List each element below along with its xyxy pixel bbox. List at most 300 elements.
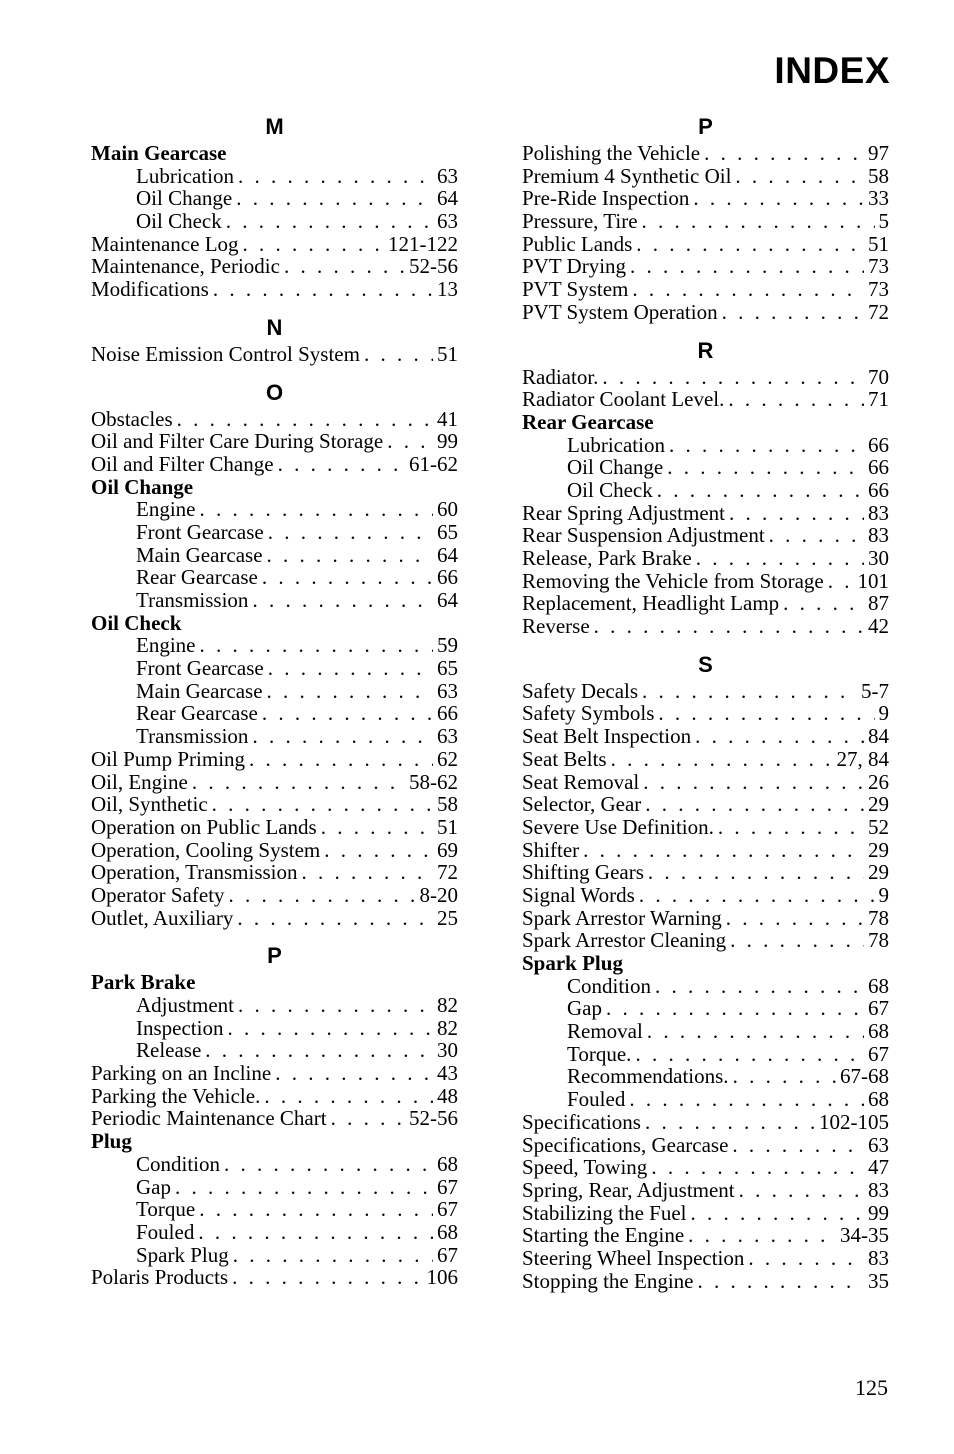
- entry-page: 68: [868, 1087, 889, 1112]
- dot-leader: [611, 748, 833, 771]
- entry-page: 70: [868, 364, 889, 389]
- dot-leader: [696, 547, 864, 570]
- section-letter: P: [698, 114, 713, 139]
- dot-leader: [264, 1085, 433, 1108]
- index-entry: [522, 233, 889, 256]
- entry-page: 78: [868, 905, 889, 930]
- entry-term: Noise Emission Control System: [91, 341, 360, 366]
- index-entry: [91, 884, 458, 907]
- dot-leader: [252, 725, 433, 748]
- entry-page: 58: [437, 792, 458, 817]
- index-subentry: [91, 1176, 458, 1199]
- dot-leader: [267, 544, 433, 567]
- dot-leader: [739, 1179, 864, 1202]
- dot-leader: [783, 592, 864, 615]
- section-letter: M: [265, 114, 284, 139]
- dot-leader: [237, 907, 433, 930]
- index-entry: [91, 839, 458, 862]
- entry-page: 66: [868, 477, 889, 502]
- dot-leader: [583, 839, 864, 862]
- entry-term: Shifter: [522, 837, 580, 862]
- dot-leader: [647, 1020, 864, 1043]
- index-subentry: [91, 680, 458, 703]
- entry-page: 82: [437, 993, 458, 1017]
- index-entry: [522, 570, 889, 593]
- entry-page: 58-62: [409, 769, 458, 794]
- dot-leader: [722, 301, 864, 324]
- index-subentry: [91, 566, 458, 589]
- entry-term: Rear Spring Adjustment: [522, 500, 725, 525]
- entry-term: Operation, Cooling System: [91, 837, 321, 862]
- dot-leader: [278, 453, 405, 476]
- entry-term: Lubrication: [136, 163, 234, 188]
- entry-page: 34-35: [840, 1223, 889, 1248]
- index-heading: Oil Change: [91, 474, 194, 499]
- entry-page: 67: [868, 1041, 889, 1066]
- entry-term: Main Gearcase: [136, 678, 263, 703]
- index-entry: [522, 165, 889, 188]
- entry-page: 83: [868, 523, 889, 548]
- dot-leader: [262, 566, 433, 589]
- dot-leader: [726, 907, 864, 930]
- entry-page: 13: [437, 277, 458, 302]
- dot-leader: [236, 187, 433, 210]
- entry-page: 62: [437, 746, 458, 771]
- index-entry: [522, 1134, 889, 1157]
- entry-page: 66: [868, 432, 889, 457]
- entry-term: Torque.: [567, 1041, 632, 1066]
- index-subentry: [91, 634, 458, 657]
- dot-leader: [658, 702, 874, 725]
- entry-page: 27, 84: [836, 746, 889, 771]
- entry-term: Operator Safety: [91, 882, 225, 907]
- dot-leader: [645, 793, 864, 816]
- index-heading: Main Gearcase: [91, 141, 227, 165]
- entry-page: 29: [868, 792, 889, 817]
- entry-term: Modifications: [91, 277, 209, 302]
- index-subentry: [91, 702, 458, 725]
- entry-term: Condition: [136, 1151, 221, 1176]
- entry-term: Transmission: [136, 588, 249, 612]
- dot-leader: [226, 210, 433, 233]
- section-letter: S: [698, 651, 713, 677]
- entry-page: 41: [437, 406, 458, 431]
- dot-leader: [728, 388, 864, 411]
- index-subentry: [522, 975, 889, 998]
- dot-leader: [224, 1153, 433, 1176]
- dot-leader: [648, 861, 864, 884]
- index-subentry: [91, 521, 458, 544]
- entry-term: Operation on Public Lands: [91, 814, 317, 839]
- entry-term: Gap: [567, 996, 602, 1021]
- entry-term: Condition: [567, 973, 652, 998]
- entry-term: Radiator.: [522, 364, 599, 389]
- entry-term: Pre-Ride Inspection: [522, 186, 690, 211]
- entry-page: 73: [868, 277, 889, 302]
- dot-leader: [635, 1043, 864, 1066]
- entry-page: 43: [437, 1061, 458, 1086]
- entry-page: 63: [437, 209, 458, 234]
- entry-term: Radiator Coolant Level.: [522, 387, 725, 412]
- entry-term: Specifications, Gearcase: [522, 1132, 729, 1157]
- entry-page: 52: [868, 814, 889, 839]
- entry-page: 52-56: [409, 1106, 458, 1131]
- dot-leader: [690, 1202, 864, 1225]
- dot-leader: [199, 498, 433, 521]
- entry-page: 30: [868, 546, 889, 570]
- dot-leader: [669, 434, 864, 457]
- dot-leader: [636, 233, 864, 256]
- entry-term: PVT System Operation: [522, 299, 718, 324]
- dot-leader: [324, 839, 433, 862]
- entry-term: Selector, Gear: [522, 792, 642, 817]
- entry-page: 87: [868, 591, 889, 616]
- entry-page: 121-122: [388, 231, 458, 256]
- index-column-left: [91, 112, 458, 1289]
- index-entry: [522, 907, 889, 930]
- entry-term: Oil Change: [136, 186, 233, 211]
- index-entry: [522, 1202, 889, 1225]
- entry-term: Torque: [136, 1197, 196, 1222]
- dot-leader: [205, 1039, 433, 1062]
- dot-leader: [729, 502, 864, 525]
- entry-page: 61-62: [409, 451, 458, 476]
- entry-page: 47: [868, 1155, 889, 1180]
- index-heading: Rear Gearcase: [522, 409, 654, 434]
- entry-term: Oil Pump Priming: [91, 746, 246, 771]
- entry-page: 51: [437, 814, 458, 839]
- entry-term: Parking the Vehicle.: [91, 1083, 261, 1108]
- index-subentry: [91, 1017, 458, 1040]
- index-entry: [522, 861, 889, 884]
- dot-leader: [192, 771, 405, 794]
- entry-page: 82: [437, 1015, 458, 1040]
- index-entry: [522, 1224, 889, 1247]
- entry-term: Replacement, Headlight Lamp: [522, 591, 780, 616]
- entry-page: 83: [868, 1177, 889, 1202]
- dot-leader: [249, 748, 433, 771]
- entry-term: Rear Gearcase: [136, 565, 258, 590]
- entry-term: Spring, Rear, Adjustment: [522, 1177, 735, 1202]
- dot-leader: [213, 278, 433, 301]
- dot-leader: [268, 657, 433, 680]
- entry-page: 65: [437, 656, 458, 681]
- entry-page: 5-7: [861, 678, 889, 703]
- index-entry: [91, 1062, 458, 1085]
- dot-leader: [630, 255, 864, 278]
- entry-page: 64: [437, 542, 458, 567]
- entry-term: Rear Suspension Adjustment: [522, 523, 765, 548]
- entry-term: Periodic Maintenance Chart: [91, 1106, 327, 1131]
- entry-page: 48: [437, 1083, 458, 1108]
- entry-term: Stabilizing the Fuel: [522, 1200, 687, 1225]
- entry-page: 33: [868, 186, 889, 211]
- dot-leader: [238, 165, 433, 188]
- dot-leader: [275, 1062, 433, 1085]
- entry-term: Spark Arrestor Warning: [522, 905, 722, 930]
- index-subentry: [91, 994, 458, 1017]
- index-subentry: [91, 589, 458, 612]
- index-column-right: [522, 112, 889, 1292]
- entry-term: Oil Check: [136, 209, 222, 234]
- dot-leader: [262, 702, 433, 725]
- entry-page: 42: [868, 614, 889, 639]
- index-entry: [522, 725, 889, 748]
- entry-page: 106: [426, 1265, 458, 1290]
- entry-page: 65: [437, 519, 458, 544]
- dot-leader: [639, 884, 875, 907]
- index-entry: [522, 1111, 889, 1134]
- entry-page: 67-68: [840, 1064, 889, 1089]
- index-entry: [522, 702, 889, 725]
- index-subentry: [91, 657, 458, 680]
- index-entry: [522, 255, 889, 278]
- entry-term: Adjustment: [136, 993, 234, 1017]
- dot-leader: [748, 1247, 864, 1270]
- entry-term: Oil, Synthetic: [91, 792, 208, 817]
- dot-leader: [733, 1065, 836, 1088]
- entry-term: Steering Wheel Inspection: [522, 1245, 745, 1270]
- entry-term: Operation, Transmission: [91, 860, 298, 885]
- dot-leader: [769, 524, 864, 547]
- index-subentry: [91, 498, 458, 521]
- index-entry: [91, 793, 458, 816]
- dot-leader: [199, 634, 433, 657]
- index-entry: [522, 592, 889, 615]
- dot-leader: [229, 884, 416, 907]
- entry-page: 29: [868, 837, 889, 862]
- index-subentry: [522, 479, 889, 502]
- entry-page: 99: [437, 429, 458, 454]
- dot-leader: [704, 142, 864, 165]
- entry-term: Safety Symbols: [522, 701, 655, 726]
- dot-leader: [212, 793, 433, 816]
- index-entry: [522, 388, 889, 411]
- index-entry: [91, 1107, 458, 1130]
- entry-term: Polaris Products: [91, 1265, 229, 1290]
- index-entry: [91, 771, 458, 794]
- index-subentry: [522, 1088, 889, 1111]
- entry-page: 72: [437, 860, 458, 885]
- entry-term: Removal: [567, 1019, 643, 1044]
- entry-page: 83: [868, 1245, 889, 1270]
- entry-page: 78: [868, 928, 889, 953]
- entry-term: Specifications: [522, 1109, 641, 1134]
- index-subentry: [91, 544, 458, 567]
- index-entry: [522, 301, 889, 324]
- index-entry: [91, 278, 458, 301]
- index-entry: [522, 839, 889, 862]
- index-subentry: [91, 1039, 458, 1062]
- dot-leader: [233, 1244, 433, 1267]
- entry-term: Engine: [136, 497, 196, 522]
- entry-term: Obstacles: [91, 406, 173, 431]
- index-entry: [91, 861, 458, 884]
- section-letter: P: [267, 943, 282, 969]
- entry-term: Signal Words: [522, 882, 635, 907]
- index-entry: [522, 502, 889, 525]
- index-entry: [91, 408, 458, 431]
- entry-page: 51: [437, 341, 458, 366]
- entry-page: 63: [437, 678, 458, 703]
- index-entry: [522, 142, 889, 165]
- entry-term: Fouled: [136, 1219, 195, 1244]
- index-entry: [91, 430, 458, 453]
- section-letter: O: [265, 379, 284, 405]
- dot-leader: [629, 1088, 864, 1111]
- dot-leader: [267, 680, 433, 703]
- dot-leader: [730, 929, 864, 952]
- index-entry: [522, 547, 889, 570]
- entry-page: 71: [868, 387, 889, 412]
- page-number: 125: [855, 1375, 888, 1400]
- entry-term: Oil Change: [567, 455, 664, 480]
- index-subentry: [91, 165, 458, 188]
- entry-page: 69: [437, 837, 458, 862]
- index-entry: [522, 210, 889, 233]
- entry-page: 68: [868, 1019, 889, 1044]
- entry-page: 67: [437, 1197, 458, 1222]
- index-entry: [91, 748, 458, 771]
- entry-page: 67: [437, 1242, 458, 1267]
- entry-page: 67: [868, 996, 889, 1021]
- index-entry: [522, 366, 889, 389]
- entry-page: 67: [437, 1174, 458, 1199]
- entry-term: Recommendations.: [567, 1064, 729, 1089]
- index-entry: [91, 453, 458, 476]
- index-entry: [522, 1179, 889, 1202]
- entry-term: Maintenance, Periodic: [91, 254, 280, 279]
- index-subentry: [91, 1244, 458, 1267]
- dot-leader: [238, 994, 433, 1017]
- entry-term: Premium 4 Synthetic Oil: [522, 163, 732, 188]
- entry-term: Main Gearcase: [136, 542, 263, 567]
- dot-leader: [268, 521, 433, 544]
- index-entry: [91, 343, 458, 366]
- index-entry: [522, 884, 889, 907]
- index-entry: [91, 233, 458, 256]
- entry-term: Gap: [136, 1174, 171, 1199]
- entry-page: 68: [437, 1151, 458, 1176]
- index-entry: [522, 278, 889, 301]
- entry-page: 9: [878, 701, 889, 726]
- index-entry: [522, 929, 889, 952]
- entry-term: Maintenance Log: [91, 231, 239, 256]
- dot-leader: [321, 816, 433, 839]
- entry-term: Outlet, Auxiliary: [91, 905, 234, 930]
- entry-page: 84: [868, 724, 889, 749]
- dot-leader: [735, 165, 864, 188]
- index-subentry: [522, 1020, 889, 1043]
- dot-leader: [732, 1134, 864, 1157]
- index-entry: [91, 255, 458, 278]
- index-heading: Plug: [91, 1129, 132, 1154]
- index-entry: [522, 771, 889, 794]
- dot-leader: [657, 479, 864, 502]
- dot-leader: [651, 1156, 864, 1179]
- entry-term: Oil Check: [567, 477, 653, 502]
- entry-page: 63: [437, 163, 458, 188]
- dot-leader: [643, 771, 864, 794]
- dot-leader: [198, 1221, 433, 1244]
- index-subentry: [522, 456, 889, 479]
- entry-page: 52-56: [409, 254, 458, 279]
- index-entry: [522, 748, 889, 771]
- entry-term: Seat Belts: [522, 746, 607, 771]
- dot-leader: [693, 187, 864, 210]
- entry-term: Reverse: [522, 614, 590, 639]
- entry-term: Release, Park Brake: [522, 546, 692, 570]
- entry-term: Severe Use Definition.: [522, 814, 714, 839]
- dot-leader: [232, 1266, 422, 1289]
- entry-term: Public Lands: [522, 231, 633, 256]
- index-entry: [522, 816, 889, 839]
- index-subentry: [91, 187, 458, 210]
- entry-page: 30: [437, 1038, 458, 1063]
- entry-term: Polishing the Vehicle: [522, 141, 701, 165]
- index-subentry: [522, 434, 889, 457]
- entry-term: Oil, Engine: [91, 769, 188, 794]
- entry-page: 72: [868, 299, 889, 324]
- entry-term: Spark Plug: [136, 1242, 229, 1267]
- dot-leader: [177, 408, 433, 431]
- index-heading: Spark Plug: [522, 951, 623, 975]
- dot-leader: [243, 233, 384, 256]
- dot-leader: [642, 680, 857, 703]
- index-entry: [522, 1270, 889, 1293]
- entry-page: 64: [437, 588, 458, 612]
- dot-leader: [199, 1198, 433, 1221]
- entry-page: 63: [437, 724, 458, 749]
- index-heading: Park Brake: [91, 970, 196, 995]
- dot-leader: [632, 278, 864, 301]
- entry-page: 5: [878, 209, 889, 234]
- entry-page: 60: [437, 497, 458, 522]
- entry-term: Engine: [136, 633, 196, 658]
- index-subentry: [522, 997, 889, 1020]
- index-entry: [522, 615, 889, 638]
- index-subentry: [91, 1153, 458, 1176]
- entry-term: Transmission: [136, 724, 249, 749]
- entry-page: 68: [437, 1219, 458, 1244]
- entry-term: Shifting Gears: [522, 860, 644, 885]
- entry-page: 73: [868, 254, 889, 279]
- entry-page: 63: [868, 1132, 889, 1157]
- entry-page: 25: [437, 905, 458, 930]
- page-title: INDEX: [774, 50, 890, 91]
- entry-page: 26: [868, 769, 889, 794]
- section-letter: N: [266, 314, 283, 340]
- entry-term: Inspection: [136, 1015, 224, 1040]
- entry-term: Speed, Towing: [522, 1155, 648, 1180]
- dot-leader: [364, 343, 433, 366]
- dot-leader: [331, 1107, 405, 1130]
- dot-leader: [387, 430, 433, 453]
- entry-term: Oil and Filter Change: [91, 451, 274, 476]
- entry-page: 51: [868, 231, 889, 256]
- entry-term: PVT System: [522, 277, 629, 302]
- dot-leader: [718, 816, 864, 839]
- dot-leader: [602, 366, 864, 389]
- entry-page: 101: [857, 568, 889, 593]
- entry-page: 68: [868, 973, 889, 998]
- entry-term: Seat Removal: [522, 769, 640, 794]
- dot-leader: [688, 1224, 836, 1247]
- dot-leader: [698, 1270, 865, 1293]
- entry-term: Removing the Vehicle from Storage: [522, 568, 824, 593]
- index-subentry: [91, 210, 458, 233]
- entry-page: 99: [868, 1200, 889, 1225]
